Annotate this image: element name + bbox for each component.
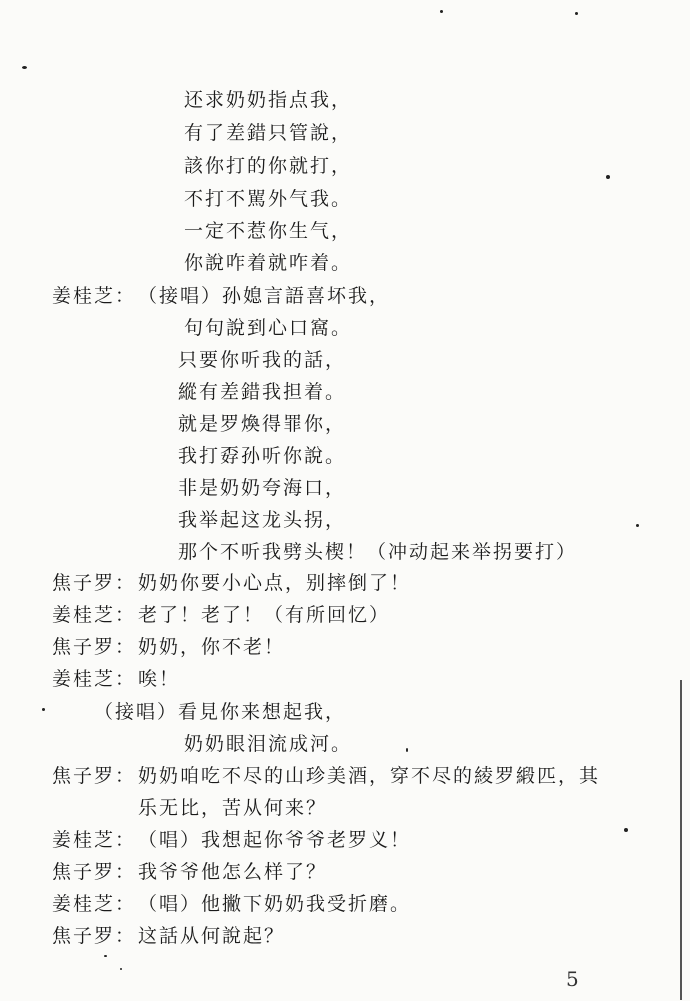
page-number: 5 <box>566 967 579 991</box>
text-line: 还求奶奶指点我， <box>184 89 353 111</box>
scan-speck <box>104 955 107 957</box>
scan-speck <box>575 12 578 15</box>
text-line: 一定不惹你生气， <box>184 220 353 242</box>
text-line: （唱）他撇下奶奶我受折磨。 <box>138 893 412 915</box>
text-line: 我举起这龙头拐， <box>178 509 347 531</box>
speaker-label: 姜桂芝： <box>52 829 137 851</box>
text-line: 乐无比，苦从何来？ <box>138 797 328 819</box>
text-line: 只要你听我的話， <box>178 349 347 371</box>
text-line: 老了！老了！（有所回忆） <box>138 604 391 626</box>
text-line: 該你打的你就打， <box>184 155 353 177</box>
text-line: 就是罗煥得罪你， <box>178 413 347 435</box>
speaker-label: 姜桂芝： <box>52 604 137 626</box>
scan-speck <box>440 10 443 13</box>
text-line: 有了差錯只管說， <box>184 122 353 144</box>
text-line: （接唱）孙媳言語喜坏我， <box>138 285 391 307</box>
text-line: 奶奶眼泪流成河。 <box>184 733 353 755</box>
scan-speck <box>624 828 628 832</box>
scan-speck <box>406 748 408 752</box>
text-line: （唱）我想起你爷爷老罗义！ <box>138 829 412 851</box>
text-line: 不打不駡外气我。 <box>184 188 353 210</box>
text-line: 唉！ <box>138 668 181 690</box>
scan-speck <box>22 66 27 69</box>
speaker-label: 姜桂芝： <box>52 285 137 307</box>
scan-speck <box>120 968 122 970</box>
speaker-label: 姜桂芝： <box>52 668 137 690</box>
speaker-label: 姜桂芝： <box>52 893 137 915</box>
text-line: （接唱）看見你来想起我， <box>94 701 347 723</box>
text-line: 縱有差錯我担着。 <box>178 381 347 403</box>
scan-speck <box>636 524 639 527</box>
text-line: 我爷爷他怎么样了？ <box>138 861 328 883</box>
text-line: 奶奶咱吃不尽的山珍美酒，穿不尽的綾罗緞匹，其 <box>138 765 601 787</box>
speaker-label: 焦子罗： <box>52 925 137 947</box>
text-line: 非是奶奶夸海口， <box>178 477 347 499</box>
text-line: 句句說到心口窩。 <box>184 317 353 339</box>
speaker-label: 焦子罗： <box>52 636 137 658</box>
text-line: 奶奶，你不老！ <box>138 636 286 658</box>
scan-edge-line <box>680 680 682 1000</box>
text-line: 奶奶你要小心点，别摔倒了！ <box>138 572 412 594</box>
speaker-label: 焦子罗： <box>52 861 137 883</box>
text-line: 我打孬孙听你說。 <box>178 445 347 467</box>
speaker-label: 焦子罗： <box>52 765 137 787</box>
scan-speck <box>42 708 45 711</box>
scan-speck <box>606 175 610 179</box>
text-line: 那个不听我劈头楔！（冲动起来举拐要打） <box>178 541 578 563</box>
text-line: 你說咋着就咋着。 <box>184 252 353 274</box>
speaker-label: 焦子罗： <box>52 572 137 594</box>
text-line: 这話从何說起？ <box>138 925 286 947</box>
